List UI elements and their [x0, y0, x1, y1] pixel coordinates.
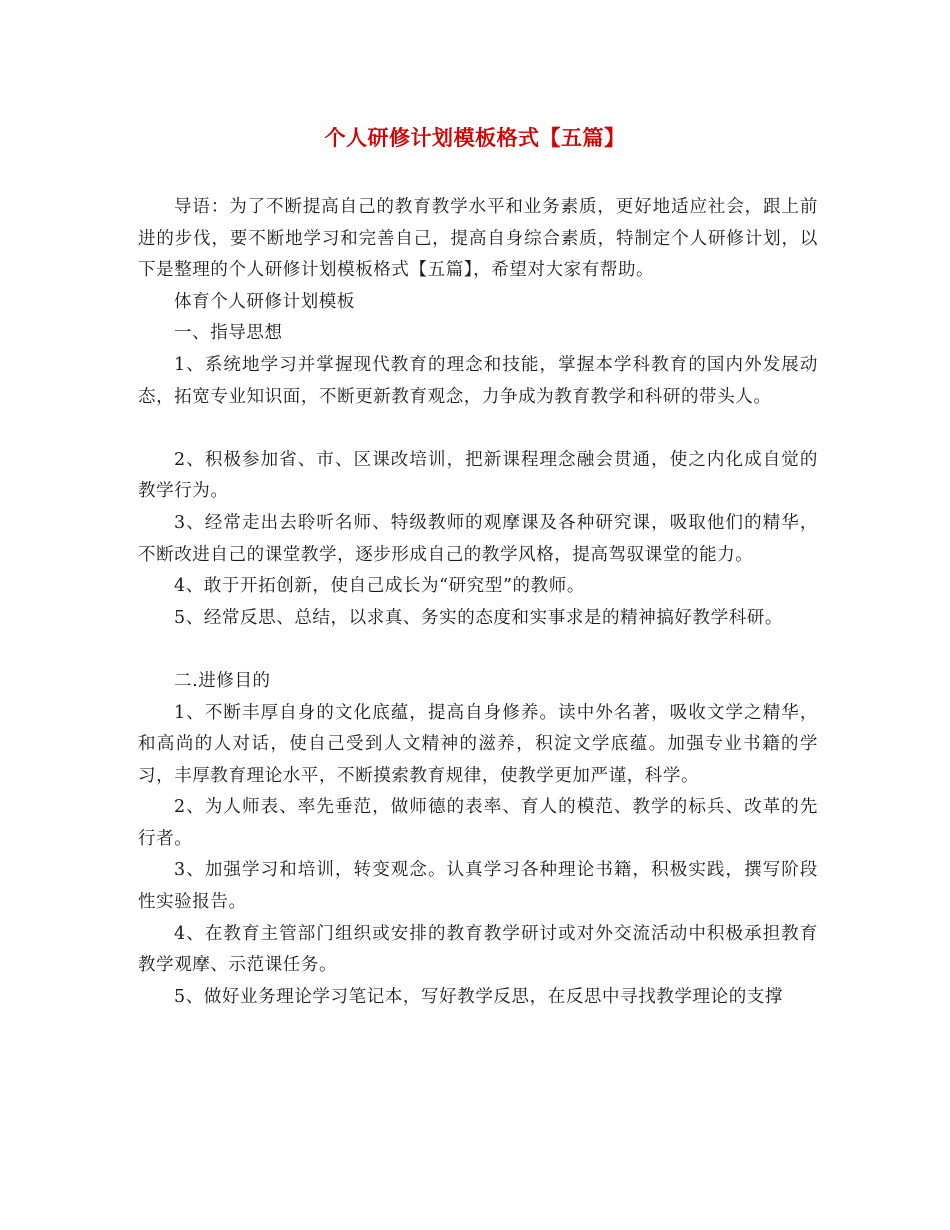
list-item: 5、经常反思、总结，以求真、务实的态度和实事求是的精神搞好教学科研。 — [174, 607, 784, 628]
list-item: 2、为人师表、率先垂范，做师德的表率、育人的模范、教学的标兵、改革的先行者。 — [138, 797, 818, 849]
list-item: 3、经常走出去聆听名师、特级教师的观摩课及各种研究课，吸取他们的精华，不断改进自己的课堂教学，逐步形成自己的教学风格，提高驾驭课堂的能力。 — [138, 512, 818, 565]
subsection-heading: 一、指导思想 — [174, 323, 283, 344]
list-item: 3、加强学习和培训，转变观念。认真学习各种理论书籍，积极实践，撰写阶段性实验报告。 — [138, 860, 818, 913]
section-heading: 体育个人研修计划模板 — [174, 291, 355, 312]
list-item: 4、敢于开拓创新，使自己成长为“研究型”的教师。 — [174, 576, 585, 597]
list-item: 1、系统地学习并掌握现代教育的理念和技能，掌握本学科教育的国内外发展动态，拓宽专业知识面，不断更新教育观念，力争成为教育教学和科研的带头人。 — [138, 354, 818, 407]
document-title: 个人研修计划模板格式【五篇】 — [324, 125, 626, 150]
list-item: 2、积极参加省、市、区课改培训，把新课程理念融会贯通，使之内化成自觉的教学行为。 — [138, 449, 818, 502]
intro-paragraph: 导语：为了不断提高自己的教育教学水平和业务素质，更好地适应社会，跟上前进的步伐，要不断地学习和完善自己，提高自身综合素质，特制定个人研修计划，以下是整理的个人研修计划模板格式【五篇】，希望对大家有帮助。 — [138, 197, 818, 281]
list-item: 5、做好业务理论学习笔记本，写好教学反思，在反思中寻找教学理论的支撑 — [174, 986, 784, 1007]
document-body — [138, 192, 818, 1013]
subsection-heading: 二.进修目的 — [174, 670, 271, 691]
list-item: 4、在教育主管部门组织或安排的教育教学研讨或对外交流活动中积极承担教育教学观摩、示范课任务。 — [138, 923, 818, 976]
list-item: 1、不断丰厚自身的文化底蕴，提高自身修养。读中外名著，吸收文学之精华，和高尚的人对话，使自己受到人文精神的滋养，积淀文学底蕴。加强专业书籍的学习，丰厚教育理论水平，不断摸索教育规律，使教学更加严谨，科学。 — [138, 702, 818, 786]
